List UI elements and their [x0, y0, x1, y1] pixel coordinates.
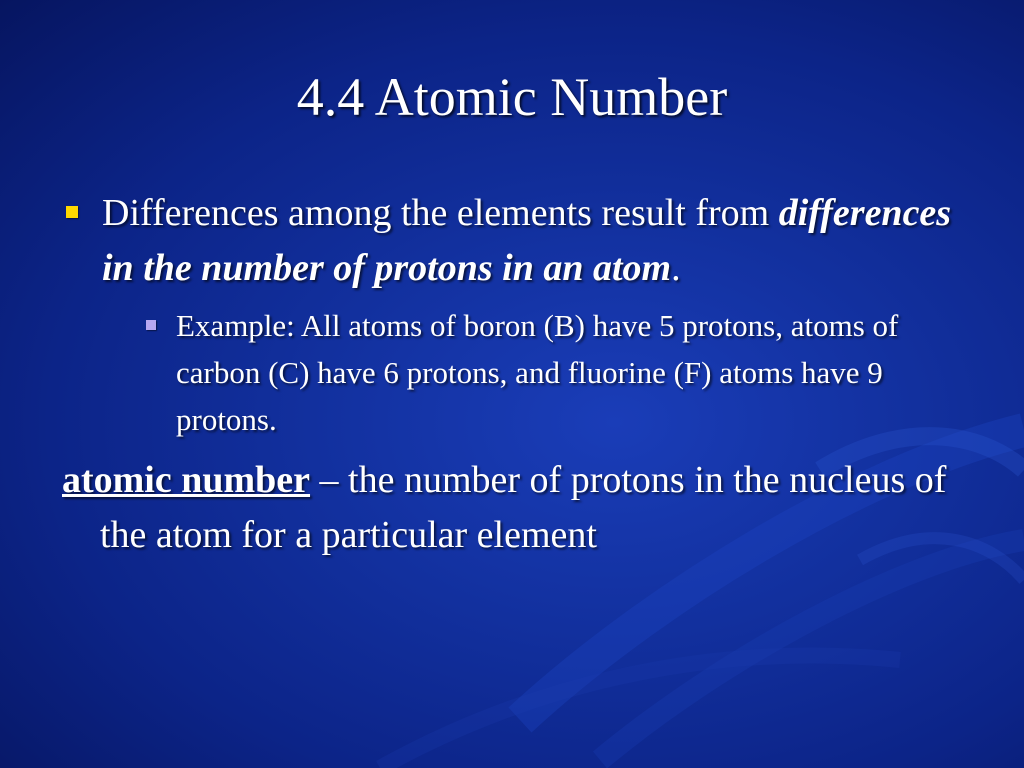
bullet-differences-period: . — [671, 247, 681, 289]
definition-atomic-number — [62, 453, 962, 563]
yellow-square-bullet-icon — [66, 206, 78, 218]
bullet-differences — [62, 186, 962, 296]
bullet-example — [146, 302, 962, 443]
definition-term: atomic number — [62, 459, 311, 501]
bullet-differences-emphasis: differences in the number of protons in an atom — [102, 192, 952, 289]
bullet-differences-text: Differences among the elements result from — [102, 192, 770, 234]
slide-body — [62, 186, 962, 563]
slide-title: 4.4 Atomic Number — [296, 67, 728, 127]
definition-text: – the number of protons in the nucleus of the atom for a particular element — [100, 459, 947, 556]
bullet-example-text: Example: All atoms of boron (B) have 5 protons, atoms of carbon (C) have 6 protons, and fluorine (F) atoms have 9 protons. — [176, 308, 899, 437]
lavender-square-bullet-icon — [146, 320, 156, 330]
